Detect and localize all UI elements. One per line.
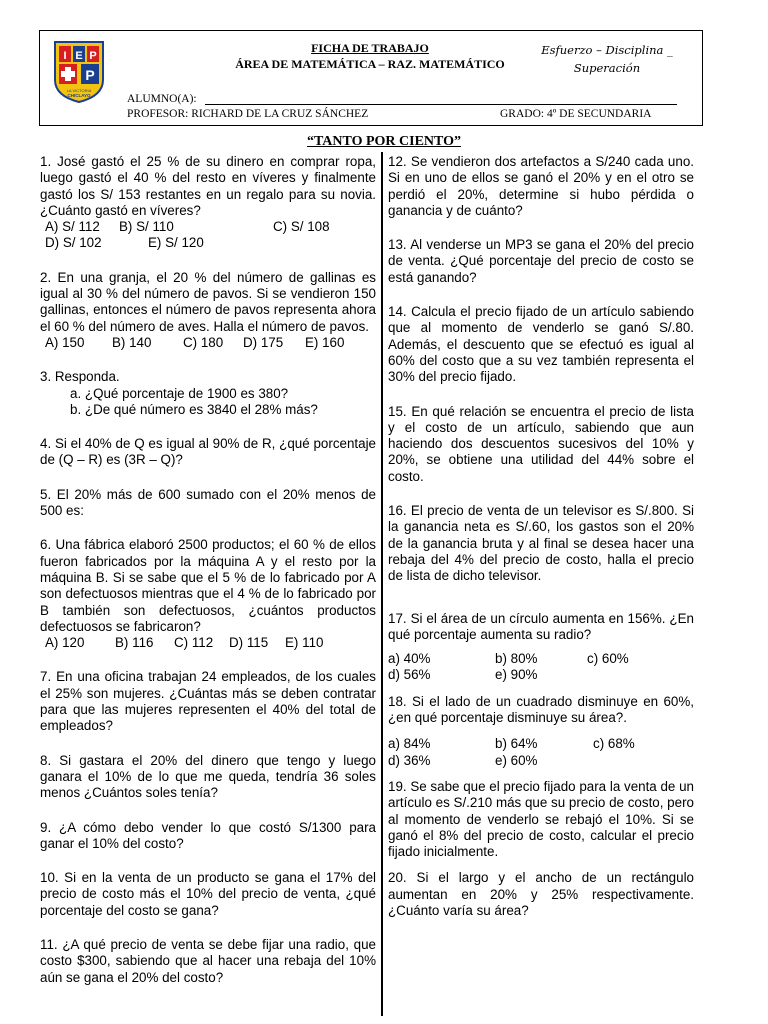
question-2: 2. En una granja, el 20 % del número de gallinas es igual al 30 % del número de pavos. Si se vendieron 150 gallinas, entonces el número de pavos representa ahora el 60 % del número de aves. Halla el número de pavos. bbox=[40, 269, 376, 334]
question-9: 9. ¿A cómo debo vender lo que costó S/1300 para ganar el 10% del costo? bbox=[40, 819, 376, 851]
left-column bbox=[40, 154, 376, 986]
question-5: 5. El 20% más de 600 sumado con el 20% menos de 500 es: bbox=[40, 486, 376, 519]
option: b) 80% bbox=[495, 651, 538, 667]
svg-text:CHICLAYO: CHICLAYO bbox=[67, 93, 91, 98]
option: C) 180 bbox=[183, 334, 224, 350]
grade-label: GRADO: 4º DE SECUNDARIA bbox=[500, 108, 652, 120]
subject-area: ÁREA DE MATEMÁTICA – RAZ. MATEMÁTICO bbox=[235, 57, 505, 71]
question-19: 19. Se sabe que el precio fijado para la venta de un artículo es S/.210 más que su precio de costo, pero al momento de venderlo se rebajó el 10%. Si se ganó el 8% del precio de costo, calcular el precio fijado inicialmente. bbox=[388, 778, 694, 860]
motto-line-2: Superación bbox=[573, 61, 641, 75]
option: A) S/ 112 bbox=[45, 219, 100, 235]
option: d) 36% bbox=[388, 752, 431, 768]
option: E) 160 bbox=[305, 334, 345, 350]
column-divider bbox=[381, 152, 383, 1016]
question-20: 20. Si el largo y el ancho de un rectángulo aumentan en 20% y 25% respectivamente. ¿Cuánto varía su área? bbox=[388, 870, 694, 918]
question-16: 16. El precio de venta de un televisor es S/.800. Si la ganancia neta es S/.60, los gastos son el 20% de la ganancia bruta y al final se desea hacer una rebaja del 4% del precio de costo, halla el precio de lista de dicho televisor. bbox=[388, 503, 694, 584]
question-17-options bbox=[388, 651, 694, 684]
question-18: 18. Si el lado de un cuadrado disminuye en 60%, ¿en qué porcentaje disminuye su área?. bbox=[388, 693, 694, 726]
question-6: 6. Una fábrica elaboró 2500 productos; el 60 % de ellos fueron fabricados por la máquina A y el resto por la máquina B. Si se sabe que el 5 % de lo fabricado por A son defectuosos mientras que el 4 % de lo fabricado por B también son defectuosos, ¿cuántos productos defectuosos se fabricaron? bbox=[40, 537, 376, 634]
student-name-line bbox=[205, 104, 677, 105]
question-7: 7. En una oficina trabajan 24 empleados, de los cuales el 25% son mujeres. ¿Cuántas más se deben contratar para que las mujeres representen el 40% del total de empleados? bbox=[40, 669, 376, 734]
student-label: ALUMNO(A): bbox=[127, 93, 197, 105]
worksheet-title: FICHA DE TRABAJO bbox=[311, 41, 429, 55]
option: D) 175 bbox=[243, 334, 284, 350]
svg-text:E: E bbox=[75, 50, 83, 62]
question-1: 1. José gastó el 25 % de su dinero en comprar ropa, luego gastó el 40 % del resto en víveres y finalmente gastó los S/ 153 restantes en un regalo para su novia. ¿Cuánto gastó en víveres? bbox=[40, 154, 376, 218]
option: c) 60% bbox=[587, 651, 629, 667]
question-15: 15. En qué relación se encuentra el precio de lista y el costo de un artículo, sabiendo que aun haciendo dos descuentos sucesivos del 10% y 20%, se obtiene una utilidad del 44% sobre el costo. bbox=[388, 403, 694, 484]
right-column bbox=[388, 154, 694, 919]
option: d) 56% bbox=[388, 667, 431, 683]
option: E) 110 bbox=[285, 635, 324, 651]
option: B) S/ 110 bbox=[119, 219, 174, 235]
option: c) 68% bbox=[593, 736, 635, 752]
question-13: 13. Al venderse un MP3 se gana el 20% del precio de venta. ¿Qué porcentaje del precio de costo se está ganando? bbox=[388, 237, 694, 285]
svg-text:LA VICTORIA: LA VICTORIA bbox=[66, 88, 92, 93]
option: a) 84% bbox=[388, 736, 431, 752]
option: B) 140 bbox=[112, 334, 152, 350]
option: D) S/ 102 bbox=[45, 235, 102, 251]
option: E) S/ 120 bbox=[148, 235, 204, 251]
question-18-options bbox=[388, 736, 694, 769]
teacher-label: PROFESOR: RICHARD DE LA CRUZ SÁNCHEZ bbox=[127, 108, 369, 120]
svg-text:P: P bbox=[89, 50, 97, 62]
question-17: 17. Si el área de un círculo aumenta en 156%. ¿En qué porcentaje aumenta su radio? bbox=[388, 610, 694, 642]
option: A) 120 bbox=[45, 635, 85, 651]
option: b) 64% bbox=[495, 736, 538, 752]
svg-text:I: I bbox=[63, 50, 67, 62]
question-1-options bbox=[40, 219, 376, 252]
page-title: “TANTO POR CIENTO” bbox=[306, 134, 462, 149]
question-12: 12. Se vendieron dos artefactos a S/240 cada uno. Si en uno de ellos se ganó el 20% y en el otro se perdió el 20%, determine si hubo pérdida o ganancia y de cuánto? bbox=[388, 154, 694, 218]
svg-text:P: P bbox=[85, 67, 95, 83]
question-6-options bbox=[40, 635, 376, 651]
school-logo bbox=[51, 40, 107, 104]
option: A) 150 bbox=[45, 334, 85, 350]
option: C) 112 bbox=[174, 635, 214, 651]
question-4: 4. Si el 40% de Q es igual al 90% de R, ¿qué porcentaje de (Q – R) es (3R – Q)? bbox=[40, 436, 376, 468]
question-11: 11. ¿A qué precio de venta se debe fijar una radio, que costo $300, sabiendo que al hacer una rebaja del 10% aún se gana el 20% del costo? bbox=[40, 936, 376, 985]
motto-line-1: Esfuerzo – Disciplina _ bbox=[541, 43, 673, 57]
question-14: 14. Calcula el precio fijado de un artículo sabiendo que al momento de venderlo se ganó S/.80. Además, el descuento que se efectuó es igual al 60% del costo que a su vez también representa el 30% del precio fijado. bbox=[388, 304, 694, 385]
option: e) 90% bbox=[495, 667, 538, 683]
option: D) 115 bbox=[229, 635, 269, 651]
option: e) 60% bbox=[495, 752, 538, 768]
question-3-a: a. ¿Qué porcentaje de 1900 es 380? bbox=[70, 385, 289, 401]
question-3-b: b. ¿De qué número es 3840 el 28% más? bbox=[70, 401, 318, 417]
question-3: 3. Responda. bbox=[40, 369, 120, 385]
school-motto bbox=[532, 41, 682, 77]
option: B) 116 bbox=[115, 635, 154, 651]
option: C) S/ 108 bbox=[273, 219, 330, 235]
question-2-options bbox=[40, 335, 376, 351]
option: a) 40% bbox=[388, 651, 431, 667]
question-10: 10. Si en la venta de un producto se gana el 17% del precio de costo más el 10% del precio de venta, ¿qué porcentaje del costo se gana? bbox=[40, 870, 376, 918]
question-8: 8. Si gastara el 20% del dinero que tengo y luego ganara el 10% de lo que me queda, tendría 36 soles menos ¿Cuántos soles tenía? bbox=[40, 752, 376, 801]
